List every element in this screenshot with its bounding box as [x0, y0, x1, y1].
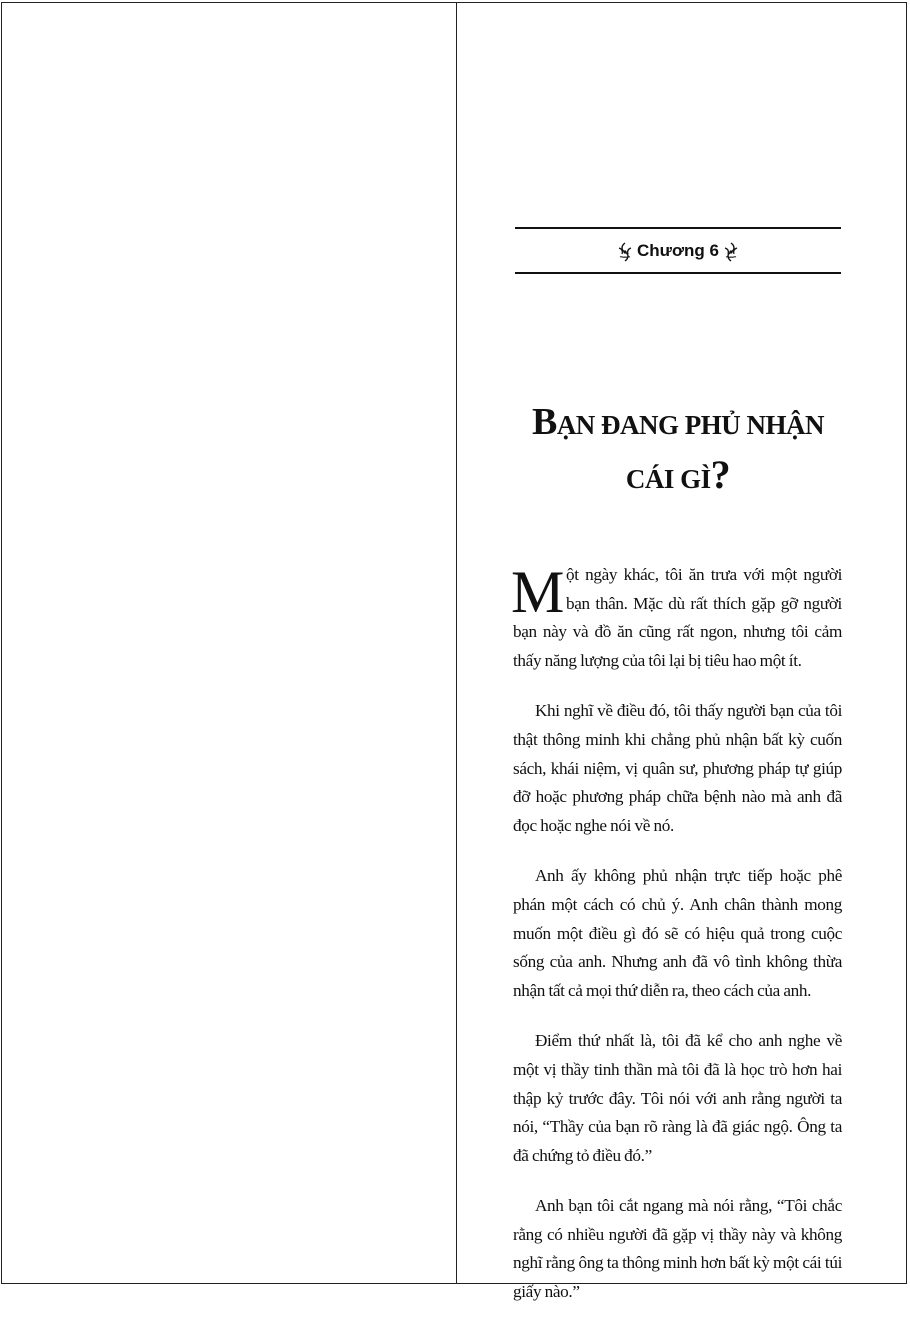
floral-ornament-icon [617, 242, 633, 262]
paragraph-2: Khi nghĩ về điều đó, tôi thấy người bạn của tôi thật thông minh khi chẳng phủ nhận bất kỳ cuốn sách, khái niệm, vị quân sư, phương pháp tự giúp đỡ hoặc phương pháp chữa bệnh nào mà anh đã đọc hoặc nghe nói về nó. [513, 701, 842, 835]
floral-ornament-icon [723, 242, 739, 262]
paragraph-1-text: ột ngày khác, tôi ăn trưa với một người bạn thân. Mặc dù rất thích gặp gỡ người bạn này và đồ ăn cũng rất ngon, nhưng tôi cảm thấy năng lượng của tôi lại bị tiêu hao một ít. [513, 565, 842, 670]
chapter-rule-bottom [515, 272, 841, 274]
paragraph-4: Điểm thứ nhất là, tôi đã kể cho anh nghe về một vị thầy tinh thần mà tôi đã là học trò hơn hai thập kỷ trước đây. Tôi nói với anh rằng người ta nói, “Thầy của bạn rõ ràng là đã giác ngộ. Ông ta đã chứng tỏ điều đó.” [513, 1031, 842, 1165]
chapter-heading [515, 239, 841, 263]
paragraph-5: Anh bạn tôi cắt ngang mà nói rằng, “Tôi chắc rằng có nhiều người đã gặp vị thầy này và không nghĩ rằng ông ta thông minh hơn bất kỳ một cái túi giấy nào.” [513, 1196, 842, 1302]
title-question-mark: ? [710, 452, 731, 497]
paragraph-3: Anh ấy không phủ nhận trực tiếp hoặc phê phán một cách có chủ ý. Anh chân thành mong muốn một điều gì đó sẽ có hiệu quả trong cuộc sống của anh. Nhưng anh đã vô tình không thừa nhận tất cả mọi thứ diễn ra, theo cách của anh. [513, 866, 842, 1000]
chapter-label: Chương 6 [636, 241, 719, 260]
chapter-title [515, 397, 841, 504]
paragraph-1 [513, 561, 842, 675]
title-lead-letter: B [531, 401, 557, 443]
left-page-blank [2, 3, 456, 1283]
chapter-rule-top [515, 227, 841, 229]
chapter-body [513, 561, 842, 1329]
book-spread [1, 2, 907, 1302]
right-page [457, 3, 908, 1302]
title-text: ẠN ĐANG PHỦ NHẬN CÁI GÌ [556, 410, 825, 494]
drop-cap: M [511, 559, 564, 625]
